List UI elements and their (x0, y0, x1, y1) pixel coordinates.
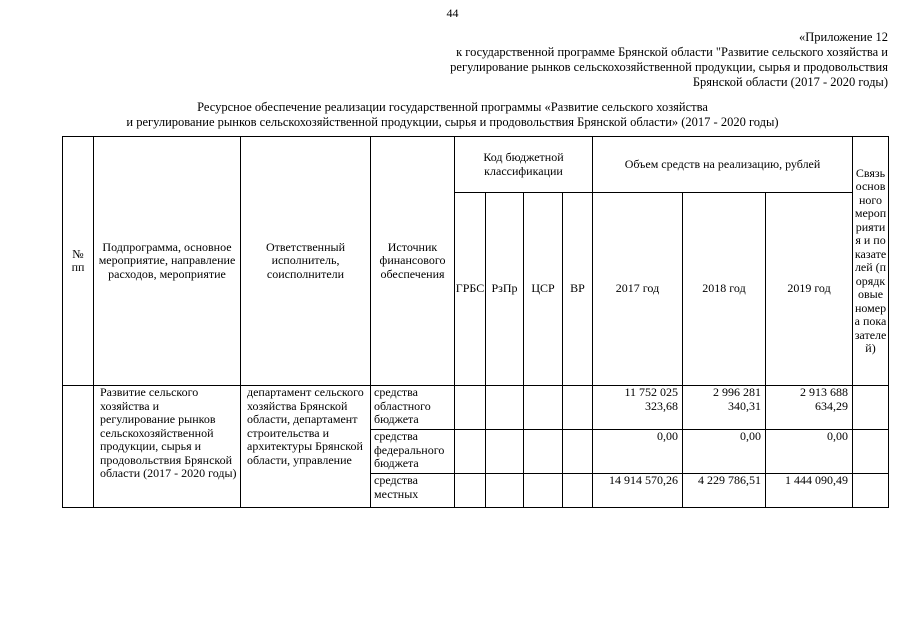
header-grbs: ГРБС (455, 193, 486, 386)
csr-cell (524, 386, 563, 430)
document-title (0, 100, 905, 130)
link-cell (853, 386, 889, 430)
source-cell: средства федерального бюджета (371, 430, 455, 474)
appendix-header (450, 30, 888, 90)
vr-cell (563, 430, 593, 474)
link-cell (853, 474, 889, 508)
header-2018: 2018 год (683, 193, 766, 386)
table-row (63, 386, 889, 430)
source-cell: средства областного бюджета (371, 386, 455, 430)
vr-cell (563, 386, 593, 430)
value-2019-cell: 2 913 688 634,29 (766, 386, 853, 430)
source-cell: средства местных (371, 474, 455, 508)
csr-cell (524, 474, 563, 508)
header-responsible: Ответственный исполнитель, соисполнители (241, 137, 371, 386)
header-volume: Объем средств на реализацию, рублей (593, 137, 853, 193)
title-line: и регулирование рынков сельскохозяйственной продукции, сырья и продовольствия Брянской области» (2017 - 2020 годы) (126, 115, 779, 129)
header-row-1 (63, 137, 889, 193)
page-number: 44 (446, 6, 459, 20)
header-2017: 2017 год (593, 193, 683, 386)
header-num: № пп (63, 137, 94, 386)
header-source: Источник финансового обеспечения (371, 137, 455, 386)
rzpr-cell (486, 474, 524, 508)
value-2018-cell: 0,00 (683, 430, 766, 474)
value-2019-cell: 0,00 (766, 430, 853, 474)
csr-cell (524, 430, 563, 474)
grbs-cell (455, 474, 486, 508)
value-2017-cell: 11 752 025 323,68 (593, 386, 683, 430)
resource-table (62, 136, 889, 508)
header-budget-class: Код бюджетной классификации (455, 137, 593, 193)
value-2019-cell: 1 444 090,49 (766, 474, 853, 508)
appendix-line: Брянской области (2017 - 2020 годы) (692, 75, 888, 89)
row-num-cell (63, 386, 94, 508)
header-link: Связь основного мероприятия и показателей (порядковые номера показателей) (853, 137, 889, 386)
grbs-cell (455, 386, 486, 430)
header-subprogram: Подпрограмма, основное мероприятие, направление расходов, мероприятие (94, 137, 241, 386)
header-2019: 2019 год (766, 193, 853, 386)
responsible-cell: департамент сельского хозяйства Брянской области, департамент строительства и архитектуры Брянской области, управление (241, 386, 371, 508)
link-cell (853, 430, 889, 474)
header-vr: ВР (563, 193, 593, 386)
grbs-cell (455, 430, 486, 474)
vr-cell (563, 474, 593, 508)
value-2017-cell: 14 914 570,26 (593, 474, 683, 508)
appendix-line: к государственной программе Брянской области "Развитие сельского хозяйства и (456, 45, 888, 59)
rzpr-cell (486, 386, 524, 430)
appendix-line: регулирование рынков сельскохозяйственной продукции, сырья и продовольствия (450, 60, 888, 74)
title-line: Ресурсное обеспечение реализации государственной программы «Развитие сельского хозяйства (197, 100, 708, 114)
appendix-line: «Приложение 12 (799, 30, 888, 44)
header-rzpr: РзПр (486, 193, 524, 386)
rzpr-cell (486, 430, 524, 474)
program-name-cell: Развитие сельского хозяйства и регулирование рынков сельскохозяйственной продукции, сырья и продовольствия Брянской области (2017 - 2020 годы) (94, 386, 241, 508)
value-2018-cell: 2 996 281 340,31 (683, 386, 766, 430)
value-2017-cell: 0,00 (593, 430, 683, 474)
value-2018-cell: 4 229 786,51 (683, 474, 766, 508)
header-csr: ЦСР (524, 193, 563, 386)
